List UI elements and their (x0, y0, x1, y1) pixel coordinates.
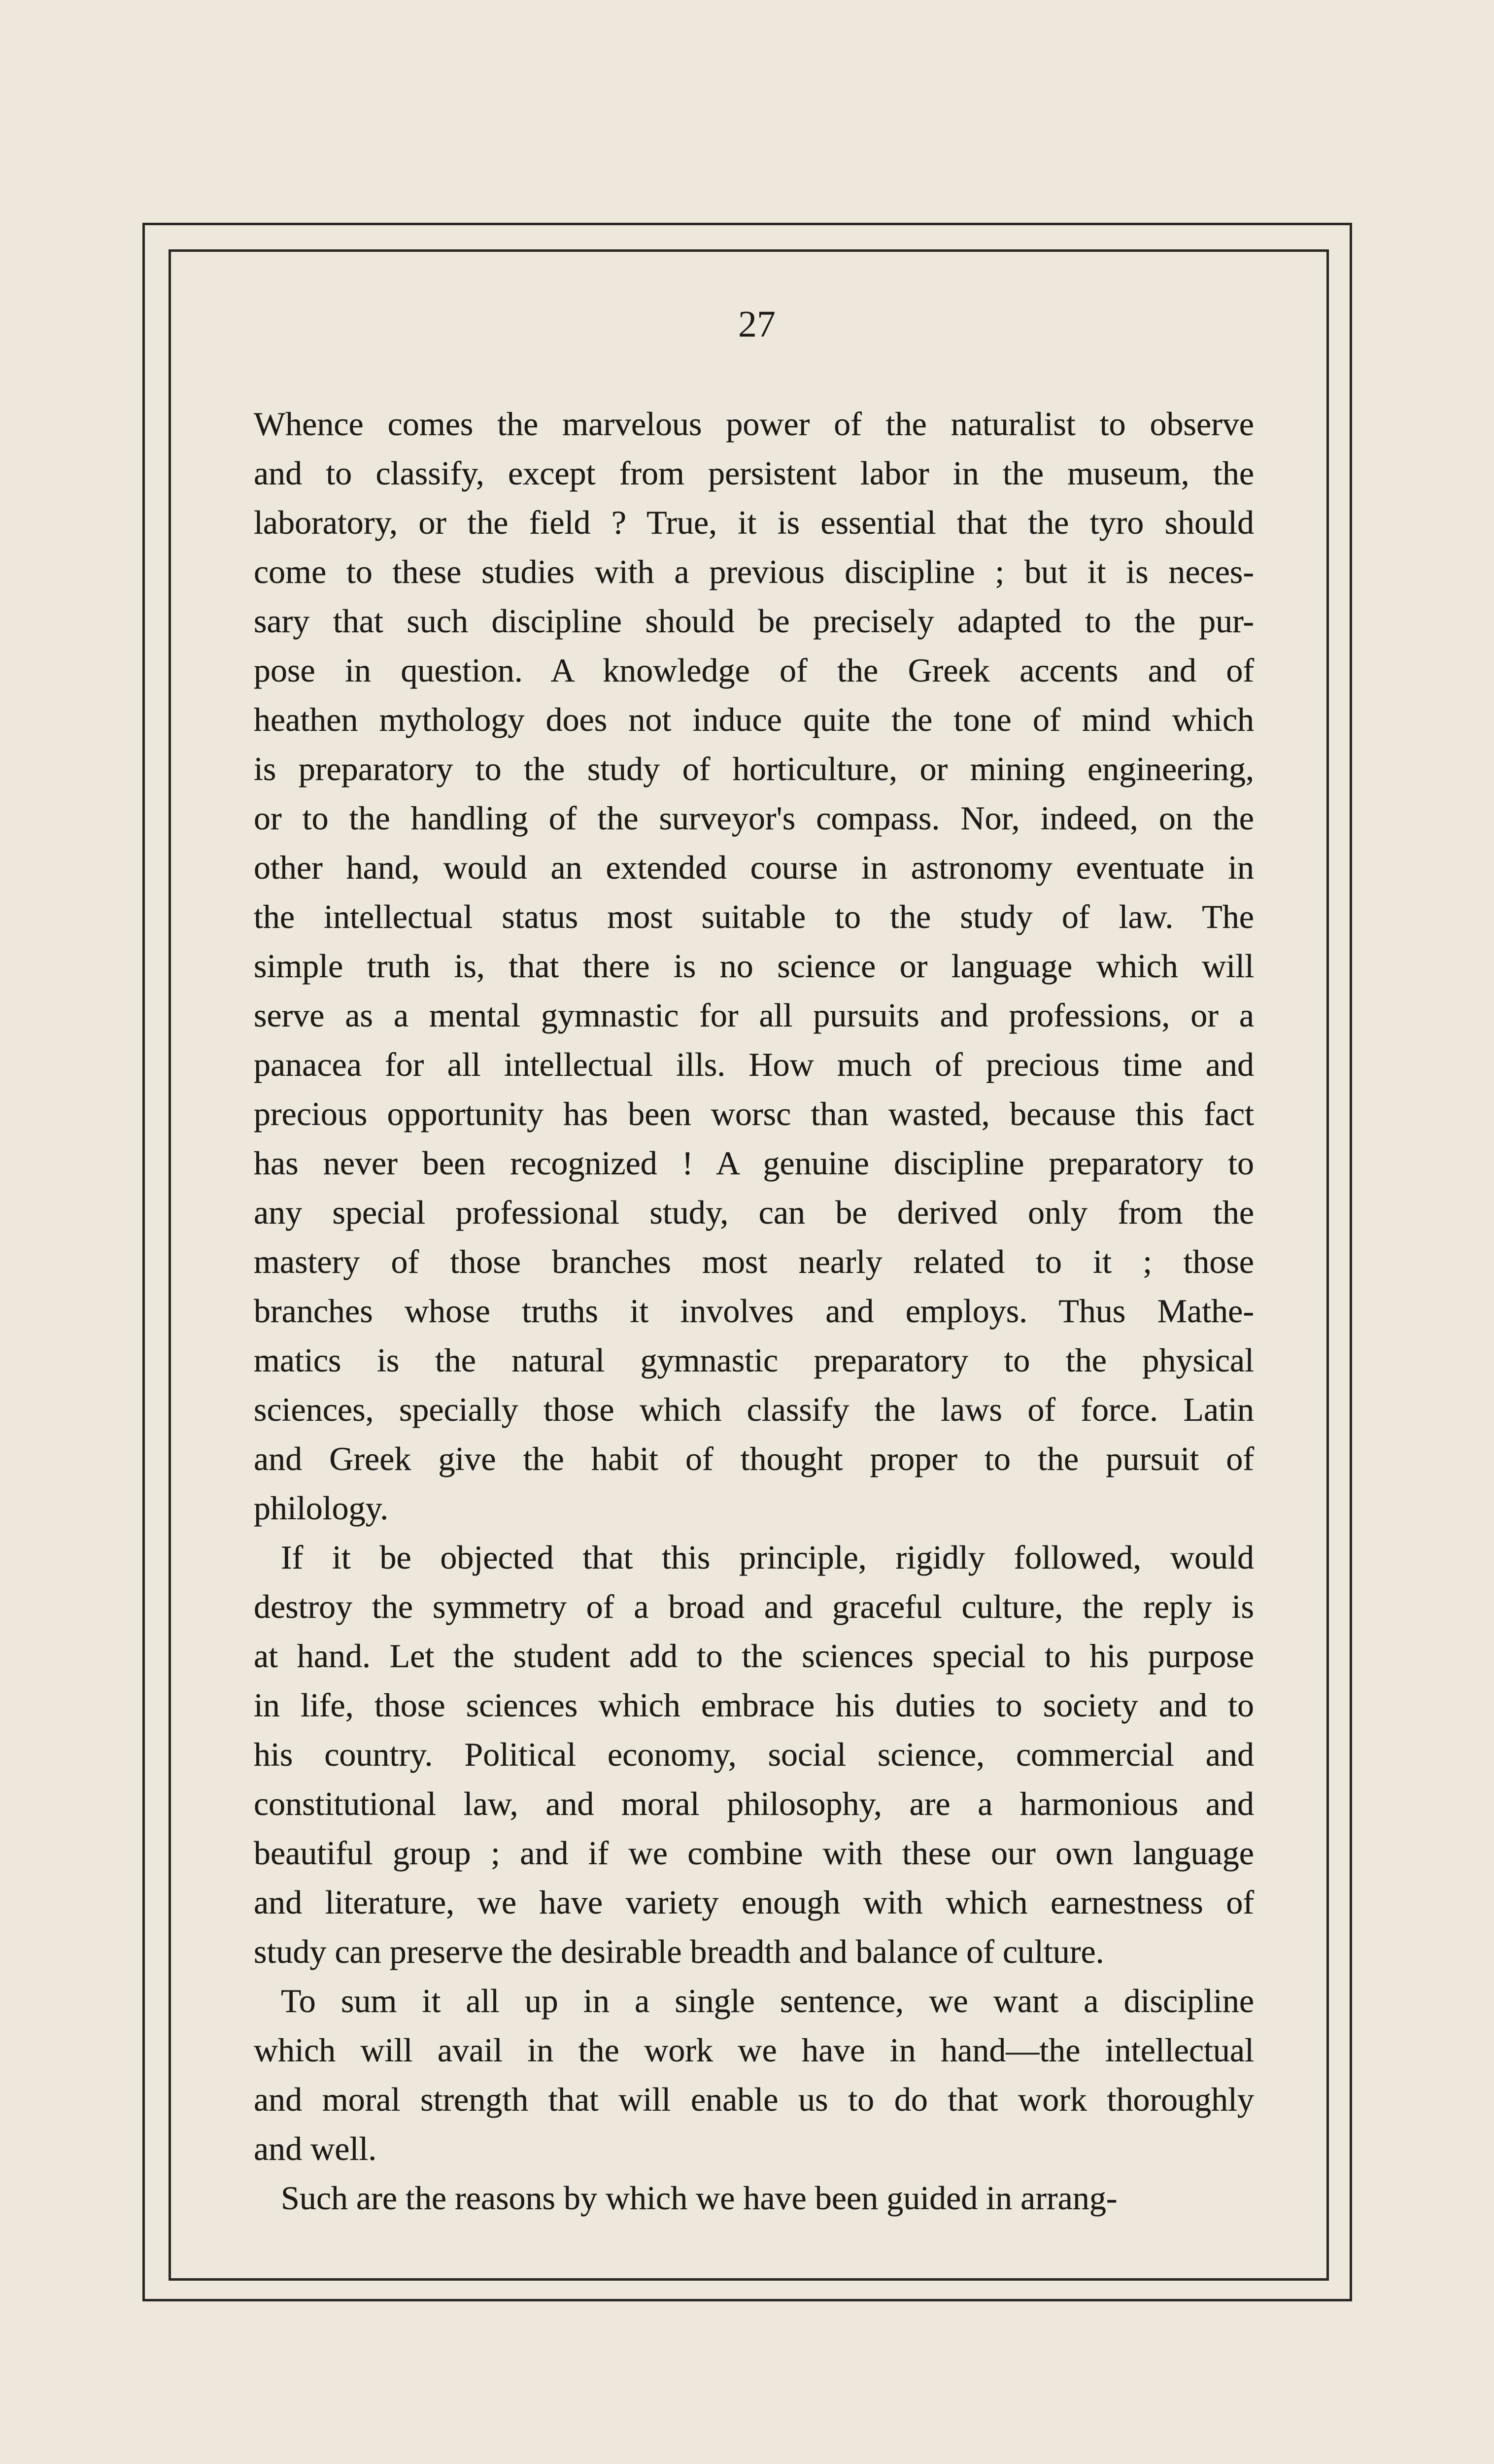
text-line: has never been recognized ! A genuine discipline preparatory to (254, 1144, 1254, 1182)
text-line: and to classify, except from persistent labor in the museum, the (254, 454, 1254, 492)
text-line: or to the handling of the surveyor's compass. Nor, indeed, on the (254, 799, 1254, 837)
text-line: precious opportunity has been worsc than wasted, because this fact (254, 1095, 1254, 1132)
page-number: 27 (738, 304, 776, 345)
text-line: Whence comes the marvelous power of the naturalist to observe (254, 405, 1254, 443)
text-line: mastery of those branches most nearly related to it ; those (254, 1243, 1254, 1280)
text-line: other hand, would an extended course in astronomy eventuate in (254, 849, 1254, 886)
text-line: the intellectual status most suitable to the study of law. The (254, 898, 1254, 935)
text-line: and Greek give the habit of thought proper to the pursuit of (254, 1440, 1254, 1477)
text-line: If it be objected that this principle, rigidly followed, would (281, 1539, 1254, 1576)
text-line: is preparatory to the study of horticulture, or mining engineering, (254, 750, 1254, 787)
text-line: sary that such discipline should be precisely adapted to the pur- (254, 602, 1254, 640)
text-line: and well. (254, 2130, 377, 2167)
text-line: study can preserve the desirable breadth and balance of culture. (254, 1933, 1104, 1970)
text-line: laboratory, or the field ? True, it is essential that the tyro should (254, 504, 1254, 541)
text-line: which will avail in the work we have in hand—the intellectual (254, 2031, 1254, 2069)
text-line: simple truth is, that there is no science or language which will (254, 947, 1254, 985)
text-line: his country. Political economy, social science, commercial and (254, 1736, 1254, 1773)
text-line: destroy the symmetry of a broad and graceful culture, the reply is (254, 1588, 1254, 1625)
text-line: constitutional law, and moral philosophy, are a harmonious and (254, 1785, 1254, 1822)
text-line: and moral strength that will enable us to do that work thoroughly (254, 2081, 1254, 2118)
text-line: beautiful group ; and if we combine with these our own language (254, 1834, 1254, 1872)
text-line: any special professional study, can be derived only from the (254, 1194, 1254, 1231)
text-line: and literature, we have variety enough with which earnestness of (254, 1883, 1254, 1921)
body-text (254, 399, 1254, 2223)
text-line: To sum it all up in a single sentence, we want a discipline (281, 1982, 1254, 2019)
text-line: Such are the reasons by which we have been guided in arrang- (281, 2179, 1118, 2217)
text-line: serve as a mental gymnastic for all pursuits and professions, or a (254, 996, 1254, 1034)
text-line: philology. (254, 1489, 389, 1527)
text-line: at hand. Let the student add to the sciences special to his purpose (254, 1637, 1254, 1675)
text-line: in life, those sciences which embrace his duties to society and to (254, 1686, 1254, 1724)
text-line: sciences, specially those which classify the laws of force. Latin (254, 1391, 1254, 1428)
text-line: pose in question. A knowledge of the Greek accents and of (254, 651, 1254, 689)
text-line: come to these studies with a previous discipline ; but it is neces- (254, 553, 1254, 590)
text-line: matics is the natural gymnastic preparatory to the physical (254, 1341, 1254, 1379)
text-line: branches whose truths it involves and employs. Thus Mathe- (254, 1292, 1254, 1330)
text-line: panacea for all intellectual ills. How much of precious time and (254, 1046, 1254, 1083)
text-line: heathen mythology does not induce quite the tone of mind which (254, 701, 1254, 738)
